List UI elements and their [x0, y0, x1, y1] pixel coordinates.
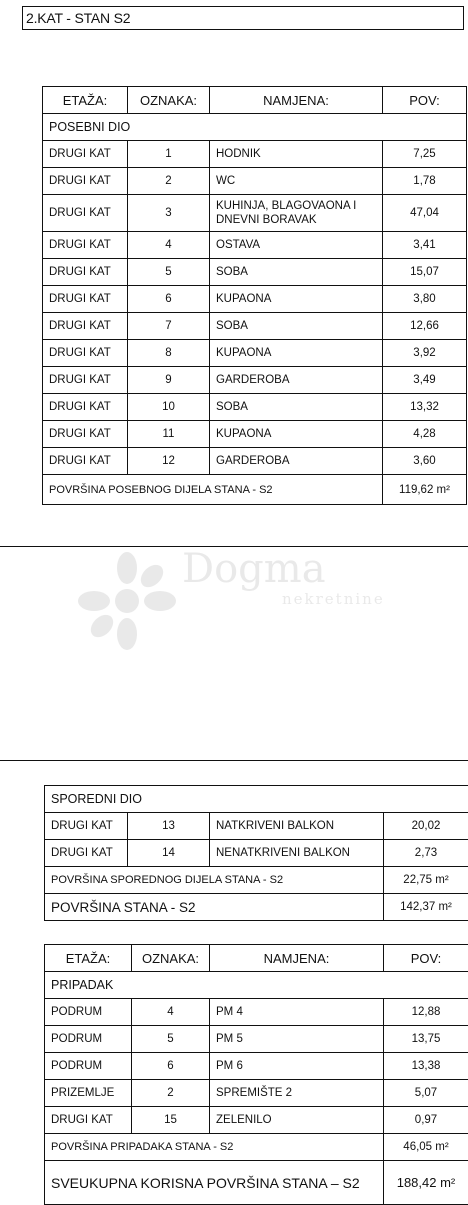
table-row — [45, 1107, 468, 1134]
area-cell: 13,75 — [384, 1026, 468, 1053]
section-label: SPOREDNI DIO — [45, 786, 468, 813]
purpose-cell: GARDEROBA — [210, 367, 383, 394]
purpose-cell: OSTAVA — [210, 232, 383, 259]
area-cell: 3,41 — [383, 232, 467, 259]
area-cell: 12,88 — [384, 999, 468, 1026]
total-value: 119,62 m² — [383, 475, 467, 505]
table-row — [43, 168, 467, 195]
number-cell: 10 — [128, 394, 210, 421]
purpose-cell: ZELENILO — [210, 1107, 384, 1134]
floor-cell: DRUGI KAT — [43, 168, 128, 195]
subtotal-value: 46,05 m² — [384, 1134, 468, 1161]
pripadak-table — [44, 944, 468, 1205]
header-etaza: ETAŽA: — [45, 945, 132, 972]
watermark-name: Dogma — [182, 546, 326, 592]
area-cell: 15,07 — [383, 259, 467, 286]
table-row — [43, 141, 467, 168]
number-cell: 15 — [132, 1107, 210, 1134]
floor-cell: DRUGI KAT — [43, 448, 128, 475]
table-subtotal-row — [45, 867, 468, 894]
table-row — [43, 195, 467, 232]
floor-cell: PODRUM — [45, 1053, 132, 1080]
area-cell: 7,25 — [383, 141, 467, 168]
table-row — [43, 259, 467, 286]
floor-cell: DRUGI KAT — [45, 1107, 132, 1134]
purpose-cell: SOBA — [210, 394, 383, 421]
number-cell: 12 — [128, 448, 210, 475]
subtotal-label: POVRŠINA PRIPADAKA STANA - S2 — [45, 1134, 384, 1161]
area-cell: 12,66 — [383, 313, 467, 340]
purpose-cell: PM 5 — [210, 1026, 384, 1053]
total-label: POVRŠINA STANA - S2 — [45, 894, 384, 921]
purpose-cell: SOBA — [210, 313, 383, 340]
number-cell: 8 — [128, 340, 210, 367]
floor-cell: DRUGI KAT — [43, 394, 128, 421]
area-cell: 47,04 — [383, 195, 467, 232]
floor-cell: DRUGI KAT — [43, 259, 128, 286]
number-cell: 5 — [128, 259, 210, 286]
header-oznaka: OZNAKA: — [132, 945, 210, 972]
area-cell: 2,73 — [384, 840, 468, 867]
floor-cell: DRUGI KAT — [43, 313, 128, 340]
purpose-cell: NATKRIVENI BALKON — [210, 813, 384, 840]
number-cell: 2 — [132, 1080, 210, 1107]
watermark — [72, 546, 402, 656]
area-cell: 3,80 — [383, 286, 467, 313]
table-total-row — [43, 475, 467, 505]
total-value: 188,42 m² — [384, 1161, 468, 1205]
table-row — [43, 286, 467, 313]
area-cell: 1,78 — [383, 168, 467, 195]
floor-cell: DRUGI KAT — [43, 367, 128, 394]
area-cell: 3,92 — [383, 340, 467, 367]
table-row — [45, 999, 468, 1026]
table-row — [43, 232, 467, 259]
number-cell: 6 — [132, 1053, 210, 1080]
header-oznaka: OZNAKA: — [128, 87, 210, 114]
section-label: PRIPADAK — [45, 972, 468, 999]
area-cell: 3,49 — [383, 367, 467, 394]
table-row — [43, 421, 467, 448]
header-namjena: NAMJENA: — [210, 945, 384, 972]
area-cell: 3,60 — [383, 448, 467, 475]
table-header-row — [43, 87, 467, 114]
subtotal-value: 22,75 m² — [384, 867, 468, 894]
table-row — [45, 1080, 468, 1107]
table-subtotal-row — [45, 1134, 468, 1161]
floor-cell: PODRUM — [45, 999, 132, 1026]
table-row — [45, 840, 468, 867]
table-row — [43, 340, 467, 367]
floor-cell: DRUGI KAT — [45, 813, 128, 840]
number-cell: 14 — [128, 840, 210, 867]
floor-cell: DRUGI KAT — [45, 840, 128, 867]
area-cell: 13,38 — [384, 1053, 468, 1080]
purpose-cell: GARDEROBA — [210, 448, 383, 475]
number-cell: 4 — [128, 232, 210, 259]
floor-cell: PODRUM — [45, 1026, 132, 1053]
floor-cell: DRUGI KAT — [43, 232, 128, 259]
purpose-cell: WC — [210, 168, 383, 195]
area-cell: 20,02 — [384, 813, 468, 840]
page-title: 2.KAT - STAN S2 — [22, 6, 464, 30]
number-cell: 6 — [128, 286, 210, 313]
total-value: 142,37 m² — [384, 894, 468, 921]
header-etaza: ETAŽA: — [43, 87, 128, 114]
table-total-row — [45, 1161, 468, 1205]
table-row — [43, 448, 467, 475]
table-row — [43, 313, 467, 340]
purpose-cell: HODNIK — [210, 141, 383, 168]
floor-cell: DRUGI KAT — [43, 141, 128, 168]
floor-cell: DRUGI KAT — [43, 421, 128, 448]
posebni-dio-table — [42, 86, 467, 505]
table-header-row — [45, 945, 468, 972]
purpose-cell: PM 4 — [210, 999, 384, 1026]
purpose-cell: SOBA — [210, 259, 383, 286]
floor-cell: DRUGI KAT — [43, 195, 128, 232]
purpose-cell: KUHINJA, BLAGOVAONA I DNEVNI BORAVAK — [210, 195, 383, 232]
number-cell: 4 — [132, 999, 210, 1026]
purpose-cell: SPREMIŠTE 2 — [210, 1080, 384, 1107]
number-cell: 13 — [128, 813, 210, 840]
purpose-cell: PM 6 — [210, 1053, 384, 1080]
table-row — [45, 1053, 468, 1080]
number-cell: 11 — [128, 421, 210, 448]
purpose-cell: KUPAONA — [210, 340, 383, 367]
total-label: POVRŠINA POSEBNOG DIJELA STANA - S2 — [43, 475, 383, 505]
header-pov: POV: — [383, 87, 467, 114]
number-cell: 1 — [128, 141, 210, 168]
purpose-cell: KUPAONA — [210, 286, 383, 313]
floor-cell: PRIZEMLJE — [45, 1080, 132, 1107]
page-divider — [0, 760, 468, 761]
header-namjena: NAMJENA: — [210, 87, 383, 114]
area-cell: 5,07 — [384, 1080, 468, 1107]
floor-cell: DRUGI KAT — [43, 340, 128, 367]
table-row — [43, 394, 467, 421]
number-cell: 2 — [128, 168, 210, 195]
flower-logo-icon — [72, 546, 182, 656]
purpose-cell: KUPAONA — [210, 421, 383, 448]
table-row — [45, 1026, 468, 1053]
table-row — [43, 367, 467, 394]
table-row — [45, 813, 468, 840]
area-cell: 0,97 — [384, 1107, 468, 1134]
floor-cell: DRUGI KAT — [43, 286, 128, 313]
sporedni-dio-table — [44, 785, 468, 921]
number-cell: 9 — [128, 367, 210, 394]
area-cell: 4,28 — [383, 421, 467, 448]
number-cell: 7 — [128, 313, 210, 340]
total-label: SVEUKUPNA KORISNA POVRŠINA STANA – S2 — [45, 1161, 384, 1205]
section-label: POSEBNI DIO — [43, 114, 467, 141]
purpose-cell: NENATKRIVENI BALKON — [210, 840, 384, 867]
watermark-sub: nekretnine — [282, 590, 385, 608]
number-cell: 3 — [128, 195, 210, 232]
subtotal-label: POVRŠINA SPOREDNOG DIJELA STANA - S2 — [45, 867, 384, 894]
table-total-row — [45, 894, 468, 921]
number-cell: 5 — [132, 1026, 210, 1053]
header-pov: POV: — [384, 945, 468, 972]
area-cell: 13,32 — [383, 394, 467, 421]
